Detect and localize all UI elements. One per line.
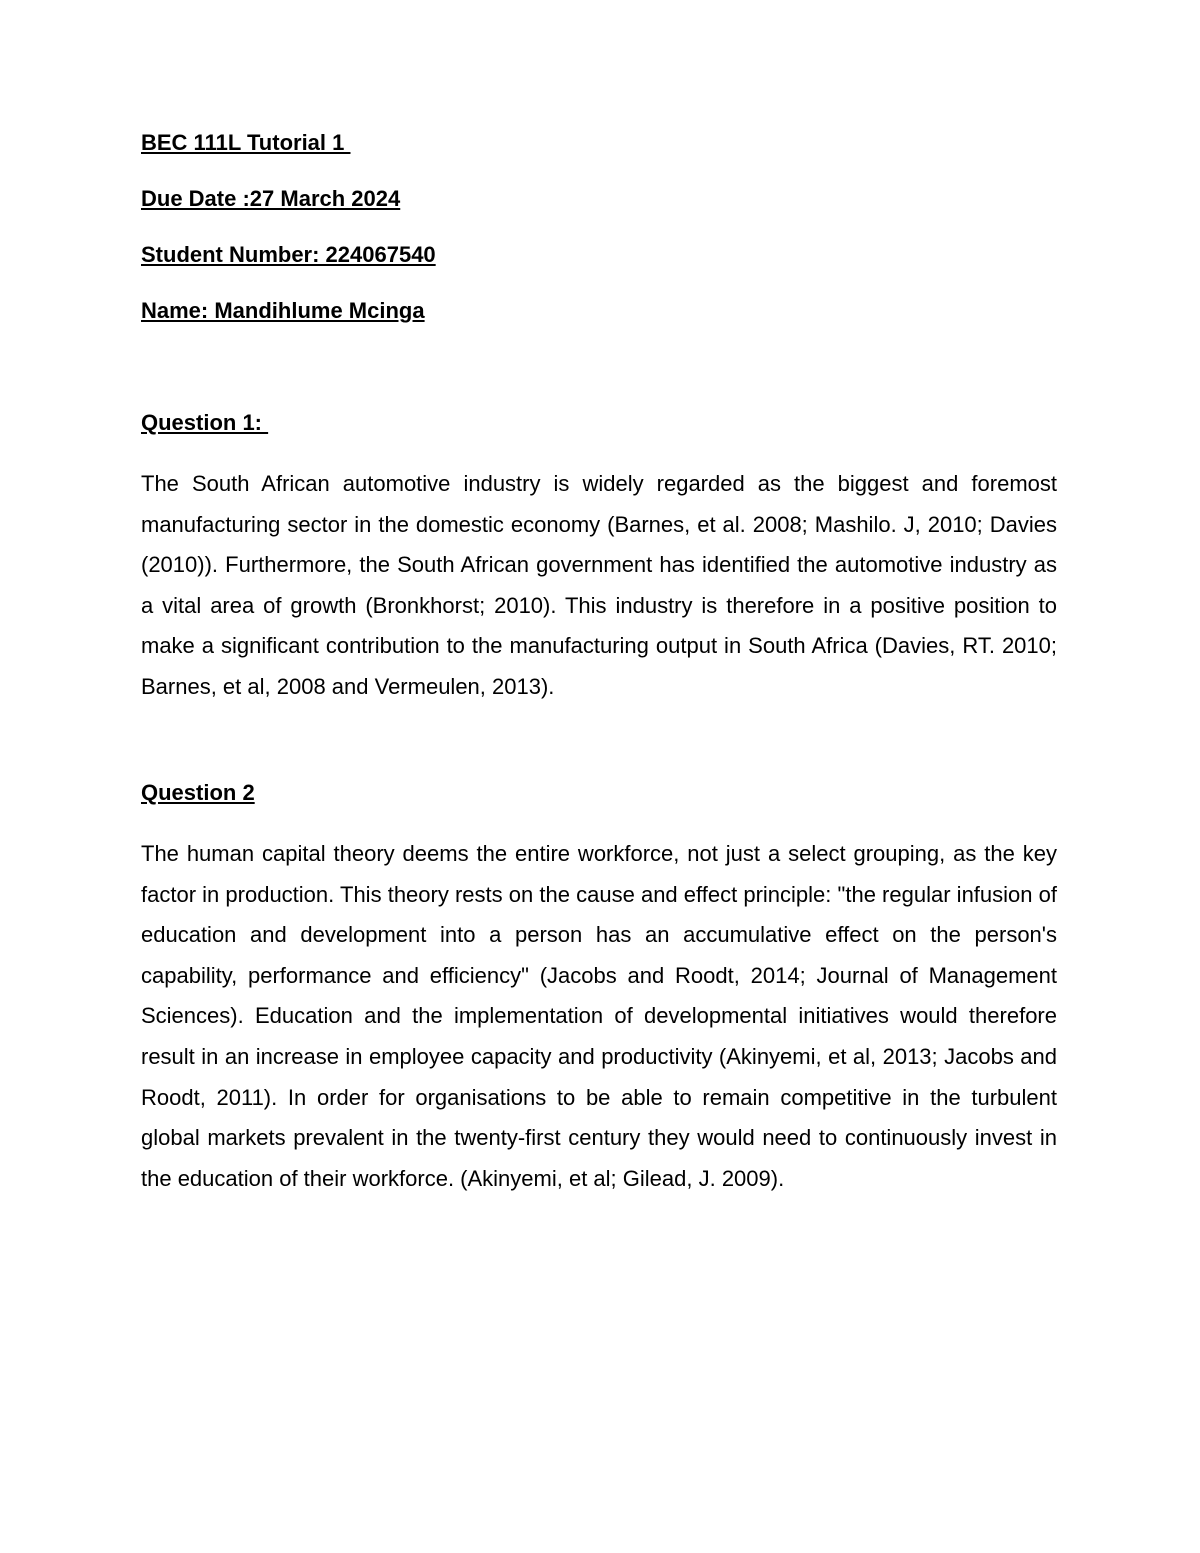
question-2-body: The human capital theory deems the entire workforce, not just a select grouping, as the key factor in production. This theory rests on the cause and effect principle: "the regular infusion of education and development into a person has an accumulative effect on the person's capability, performance and efficiency" (Jacobs and Roodt, 2014; Journal of Management Sciences). Education and the implementation of developmental initiatives would therefore result in an increase in employee capacity and productivity (Akinyemi, et al, 2013; Jacobs and Roodt, 2011). In order for organisations to be able to remain competitive in the turbulent global markets prevalent in the twenty-first century they would need to continuously invest in the education of their workforce. (Akinyemi, et al; Gilead, J. 2009). <box>141 841 1057 1191</box>
question-1-section <box>141 408 1057 778</box>
student-number-line <box>141 240 1057 296</box>
question-1-heading: Question 1: <box>141 410 269 435</box>
document-content <box>141 128 1057 1199</box>
due-date-line <box>141 184 1057 240</box>
student-number: Student Number: 224067540 <box>141 242 436 267</box>
document-title: BEC 111L Tutorial 1 <box>141 130 351 155</box>
due-date: Due Date :27 March 2024 <box>141 186 401 211</box>
title-line <box>141 128 1057 184</box>
question-1-body: The South African automotive industry is widely regarded as the biggest and foremost manufacturing sector in the domestic economy (Barnes, et al. 2008; Mashilo. J, 2010; Davies (2010)). Furthermore, the South African government has identified the automotive industry as a vital area of growth (Bronkhorst; 2010). This industry is therefore in a positive position to make a significant contribution to the manufacturing output in South Africa (Davies, RT. 2010; Barnes, et al, 2008 and Vermeulen, 2013). <box>141 471 1057 699</box>
question-2-heading: Question 2 <box>141 780 255 805</box>
name-line <box>141 296 1057 408</box>
student-name: Name: Mandihlume Mcinga <box>141 298 425 323</box>
question-2-section <box>141 778 1057 1199</box>
